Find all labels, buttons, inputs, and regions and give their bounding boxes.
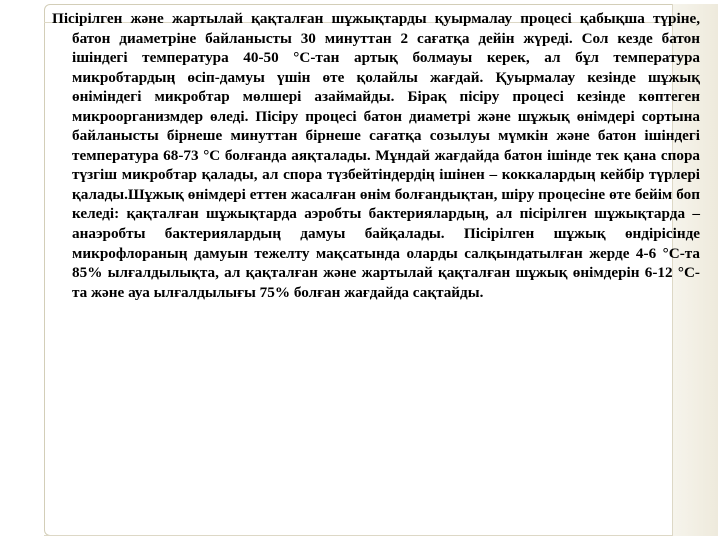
slide-body-paragraph: Пісірілген және жартылай қақталған шұжықтарды қуырмалау процесі қабықша түріне, батон диаметріне байланысты 30 минуттан 2 сағатқа дейін жүреді. Сол кезде батон ішіндегі температура 40-50 °С-тан артық болмауы керек, ал бұл температура микробтардың өсіп-дамуы үшін өте қолайлы жағдай. Қуырмалау кезінде шұжық өнiмiндегi микробтар мөлшері азаймайды. Бірақ пісіру процесі кезінде көптеген микроорганизмдер өледі. Пісіру процесі батон диаметрі және шұжық өнімдері сортына байланысты бірнеше минуттан бірнеше сағатқа созылуы мүмкін және батон ішіндегі температура 68-73 °С болғанда аяқталады. Мұндай жағдайда батон ішінде тек қана спора түзгіш микробтар қалады, ал спора түзбейтіндердің ішінен – коккалардың кейбір түрлері қалады.Шұжық өнімдері еттен жасалған өнім болғандықтан, шіру процесіне өте бейім боп келеді: қақталған шұжықтарда аэробты бактериялардың, ал пісірілген шұжықтарда – анаэробты бактериялардың дамуы байқалады. Пісірілген шұжық өндірісінде микрофлораның дамуын тежелту мақсатында оларды салқындатылған жерде 4-6 °С-та 85% ылғалдылықта, ал қақталған және жартылай қақталған шұжық өнімдерін 6-12 °С-та және ауа ылғалдылығы 75% болған жағдайда сақтайды. bbox=[52, 10, 700, 301]
